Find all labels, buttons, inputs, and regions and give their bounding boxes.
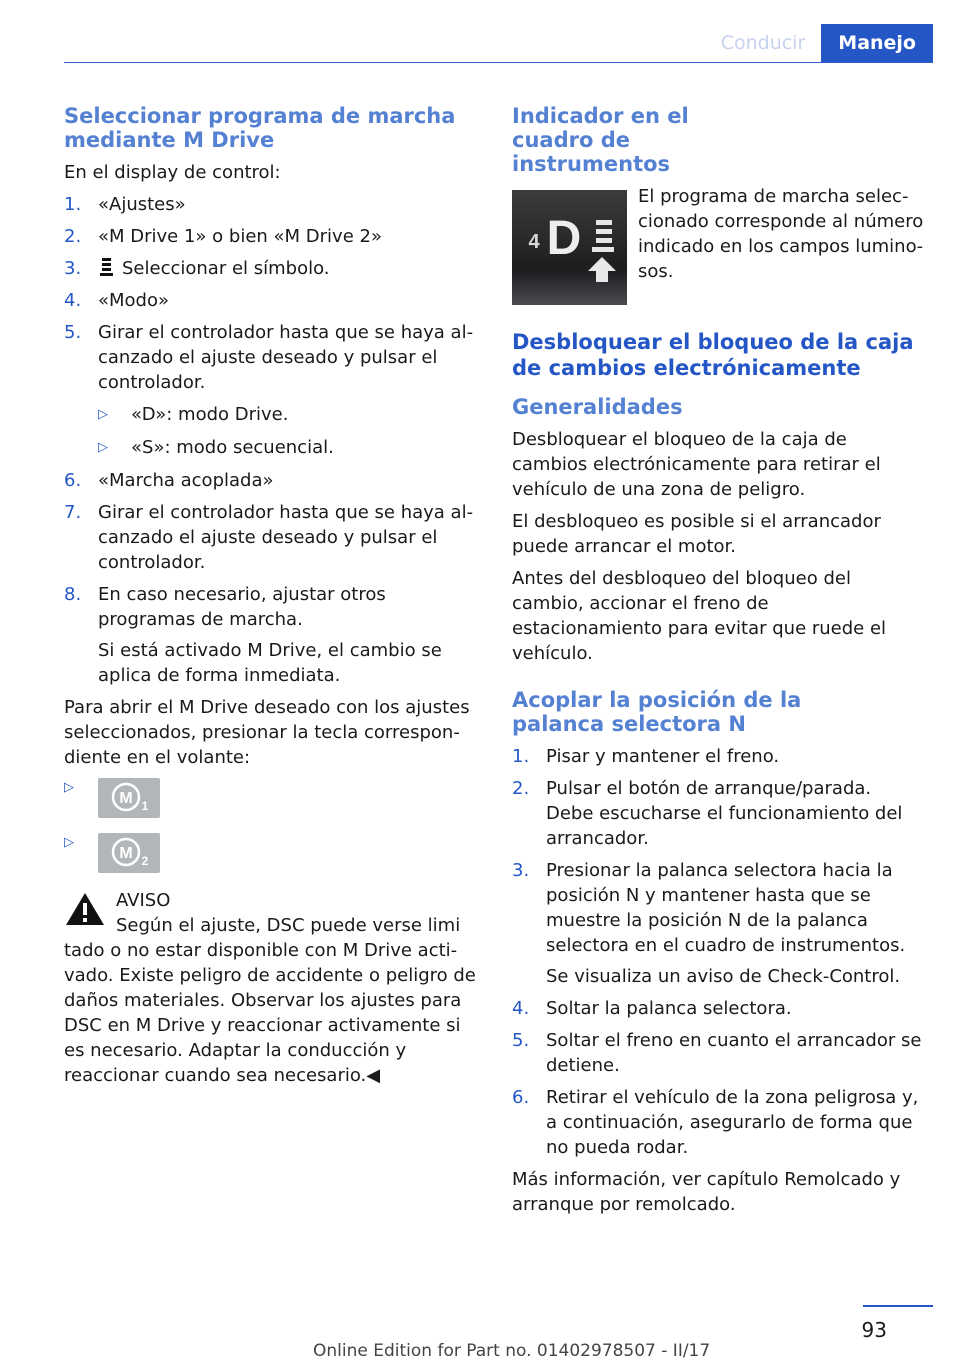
bullet-triangle-icon: ▷ [64,835,74,850]
list-item: 3. Seleccionar el símbolo. [64,258,330,279]
chapter-tabs [705,24,933,62]
tab-manejo[interactable]: Manejo [821,24,933,62]
warning-title: AVISO [116,890,171,911]
m-drive-steps [64,192,480,688]
bullet-triangle-icon: ▷ [98,407,108,422]
tab-conducir[interactable]: Conducir [720,32,806,54]
svg-text:1: 1 [141,799,149,813]
svg-text:M: M [119,790,133,807]
list-item: 2. «M Drive 1» o bien «M Drive 2» [64,226,382,247]
list-item: 4. Soltar la palanca selectora. [512,998,792,1019]
list-item: 3. Presionar la palanca selectora hacia la posición N y mantener hasta que se muestre la posición N de la palanca selectora en el cuadro de instrumentos. Se visualiza un aviso de Check-Control. [512,858,924,989]
list-item [64,833,480,879]
header-divider [64,62,933,63]
steering-wheel-paragraph: Para abrir el M Drive deseado con los ajustes seleccionados, presionar la tecla correspondiente en el volante: [64,697,470,768]
m1-button-icon [98,778,160,818]
edition-footer: Online Edition for Part no. 01402978507 - II/17 [313,1341,711,1361]
svg-text:4: 4 [528,231,540,253]
step-note: Si está activado M Drive, el cambio se aplica de forma inmediata. [98,640,442,686]
svg-text:D: D [546,212,582,265]
list-item: 1. Pisar y mantener el freno. [512,746,780,767]
settings-symbol-icon [98,257,116,277]
list-item: ▷ «D»: modo Drive. [98,404,289,425]
more-info-text: Más información, ver capítulo Remolcado y arranque por remolcado. [512,1169,901,1215]
section-heading-m-drive: Seleccionar programa de marcha mediante M Drive [64,104,456,152]
general-paragraph-3: Antes del desbloqueo del bloqueo del cambio, accionar el freno de estacionamiento para evitar que ruede el vehículo. [512,568,887,664]
list-item: 5. Girar el controlador hasta que se haya alcanzado el ajuste deseado y pulsar el controlador. ▷ «D»: modo Drive. ▷ «S»: modo secuencial. [64,320,480,460]
list-item: 6. «Marcha acoplada» [64,470,274,491]
m-buttons-list [64,778,480,879]
warning-triangle-icon [64,891,106,934]
section-heading-indicator: Indicador en el cuadro de instrumentos [512,104,689,176]
list-item: 5. Soltar el freno en cuanto el arrancador se detiene. [512,1030,922,1076]
instrument-cluster-image [512,190,627,305]
subheading-generalidades: Generalidades [512,395,683,419]
warning-block [64,888,480,938]
bullet-triangle-icon: ▷ [98,440,108,455]
mode-options [98,402,480,460]
list-item: 4. «Modo» [64,290,170,311]
indicator-text: El programa de marcha seleccionado corresponde al número indicado en los campos luminosos. [638,186,924,282]
intro-text: En el display de control: [64,162,281,183]
svg-text:2: 2 [141,854,149,868]
list-item: 2. Pulsar el botón de arranque/parada. Debe escucharse el funcionamiento del arrancador. [512,778,903,849]
footer-divider [863,1305,933,1307]
warning-first-line: Según el ajuste, DSC puede verse limi [116,915,461,936]
general-paragraph-2: El desbloqueo es posible si el arrancador puede arrancar el motor. [512,511,881,557]
general-paragraph-1: Desbloquear el bloqueo de la caja de cambios electrónicamente para retirar el vehículo de una zona de peligro. [512,429,881,500]
bullet-triangle-icon: ▷ [64,780,74,795]
selector-n-steps [512,744,924,1160]
list-item [64,778,480,824]
section-heading-unlock: Desbloquear el bloqueo de la caja de cambios electrónicamente [512,330,914,380]
list-item: 8. En caso necesario, ajustar otros programas de marcha. Si está activado M Drive, el cambio se aplica de forma inmediata. [64,582,480,688]
svg-text:M: M [119,845,133,862]
subheading-selector-n: Acoplar la posición de la palanca selectora N [512,688,802,736]
warning-text: tado o no estar disponible con M Drive activado. Existe peligro de accidente o peligro de daños materiales. Observar los ajustes para DSC en M Drive y reaccionar activamente si es necesario. Adaptar la conducción y reaccionar cuando sea necesario.◀ [64,940,476,1086]
list-item: 7. Girar el controlador hasta que se haya alcanzado el ajuste deseado y pulsar el controlador. [64,502,474,573]
list-item: ▷ «S»: modo secuencial. [98,437,334,458]
page-number: 93 [861,1318,887,1342]
indicator-section [512,184,924,305]
list-item: 1. «Ajustes» [64,194,186,215]
right-column [512,104,924,1217]
m2-button-icon [98,833,160,873]
left-column [64,104,480,1088]
step-note: Se visualiza un aviso de Check-Control. [546,966,901,987]
list-item: 6. Retirar el vehículo de la zona peligrosa y, a continuación, asegurarlo de forma que no pueda rodar. [512,1087,919,1158]
